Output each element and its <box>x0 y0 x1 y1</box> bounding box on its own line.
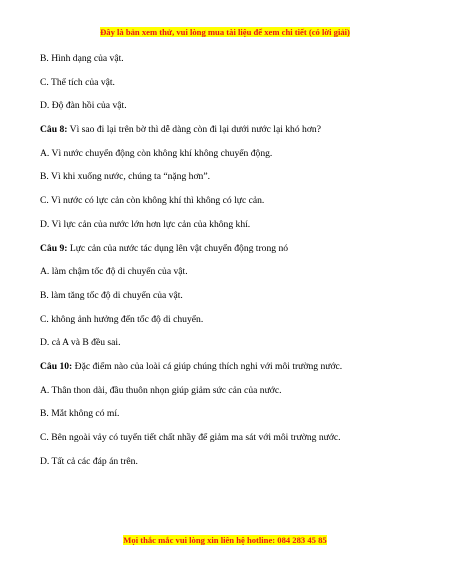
q8-option-b: B. Vì khi xuống nước, chúng ta “nặng hơn”. <box>40 171 210 183</box>
question-8-label: Câu 8: <box>40 124 68 136</box>
question-9-label: Câu 9: <box>40 242 68 254</box>
q9-option-b: B. làm tăng tốc độ di chuyển của vật. <box>40 289 183 301</box>
document-content <box>40 52 420 478</box>
question-9 <box>40 242 420 255</box>
page-footer <box>0 534 450 546</box>
q9-option-a: A. làm chậm tốc độ di chuyển của vật. <box>40 266 188 278</box>
hotline-notice: Mọi thắc mắc vui lòng xin liên hệ hotline: 084 283 45 85 <box>123 535 327 545</box>
q7-option-c: C. Thể tích của vật. <box>40 76 115 88</box>
question-8 <box>40 123 420 136</box>
q8-option-a: A. Vì nước chuyển động còn không khí không chuyển động. <box>40 147 273 159</box>
page-header <box>0 26 450 38</box>
q8-option-c: C. Vì nước có lực cản còn không khí thì không có lực cản. <box>40 195 265 207</box>
q10-option-c: C. Bên ngoài vảy có tuyến tiết chất nhầy để giảm ma sát với môi trường nước. <box>40 432 341 443</box>
q8-option-d: D. Vì lực cản của nước lớn hơn lực cản của không khí. <box>40 218 251 230</box>
q10-option-a: A. Thân thon dài, đầu thuôn nhọn giúp giảm sức cản của nước. <box>40 384 282 396</box>
question-10-label: Câu 10: <box>40 360 73 372</box>
q10-option-d: D. Tất cả các đáp án trên. <box>40 455 138 467</box>
q9-option-c: C. không ảnh hưởng đến tốc độ di chuyển. <box>40 313 204 325</box>
q7-option-d: D. Độ đàn hồi của vật. <box>40 100 127 112</box>
q10-option-b: B. Mắt không có mí. <box>40 408 120 420</box>
preview-notice: Đây là bản xem thử, vui lòng mua tài liệu để xem chi tiết (có lời giải) <box>100 27 350 37</box>
q7-option-b: B. Hình dạng của vật. <box>40 53 124 64</box>
question-10-text: Đặc điểm nào của loài cá giúp chúng thích nghi với môi trường nước. <box>72 360 343 372</box>
question-9-text: Lực cản của nước tác dụng lên vật chuyển động trong nó <box>67 242 289 254</box>
question-10 <box>40 360 420 373</box>
question-8-text: Vì sao đi lại trên bờ thì dễ dàng còn đi lại dưới nước lại khó hơn? <box>67 124 321 136</box>
q9-option-d: D. cả A và B đều sai. <box>40 337 121 349</box>
